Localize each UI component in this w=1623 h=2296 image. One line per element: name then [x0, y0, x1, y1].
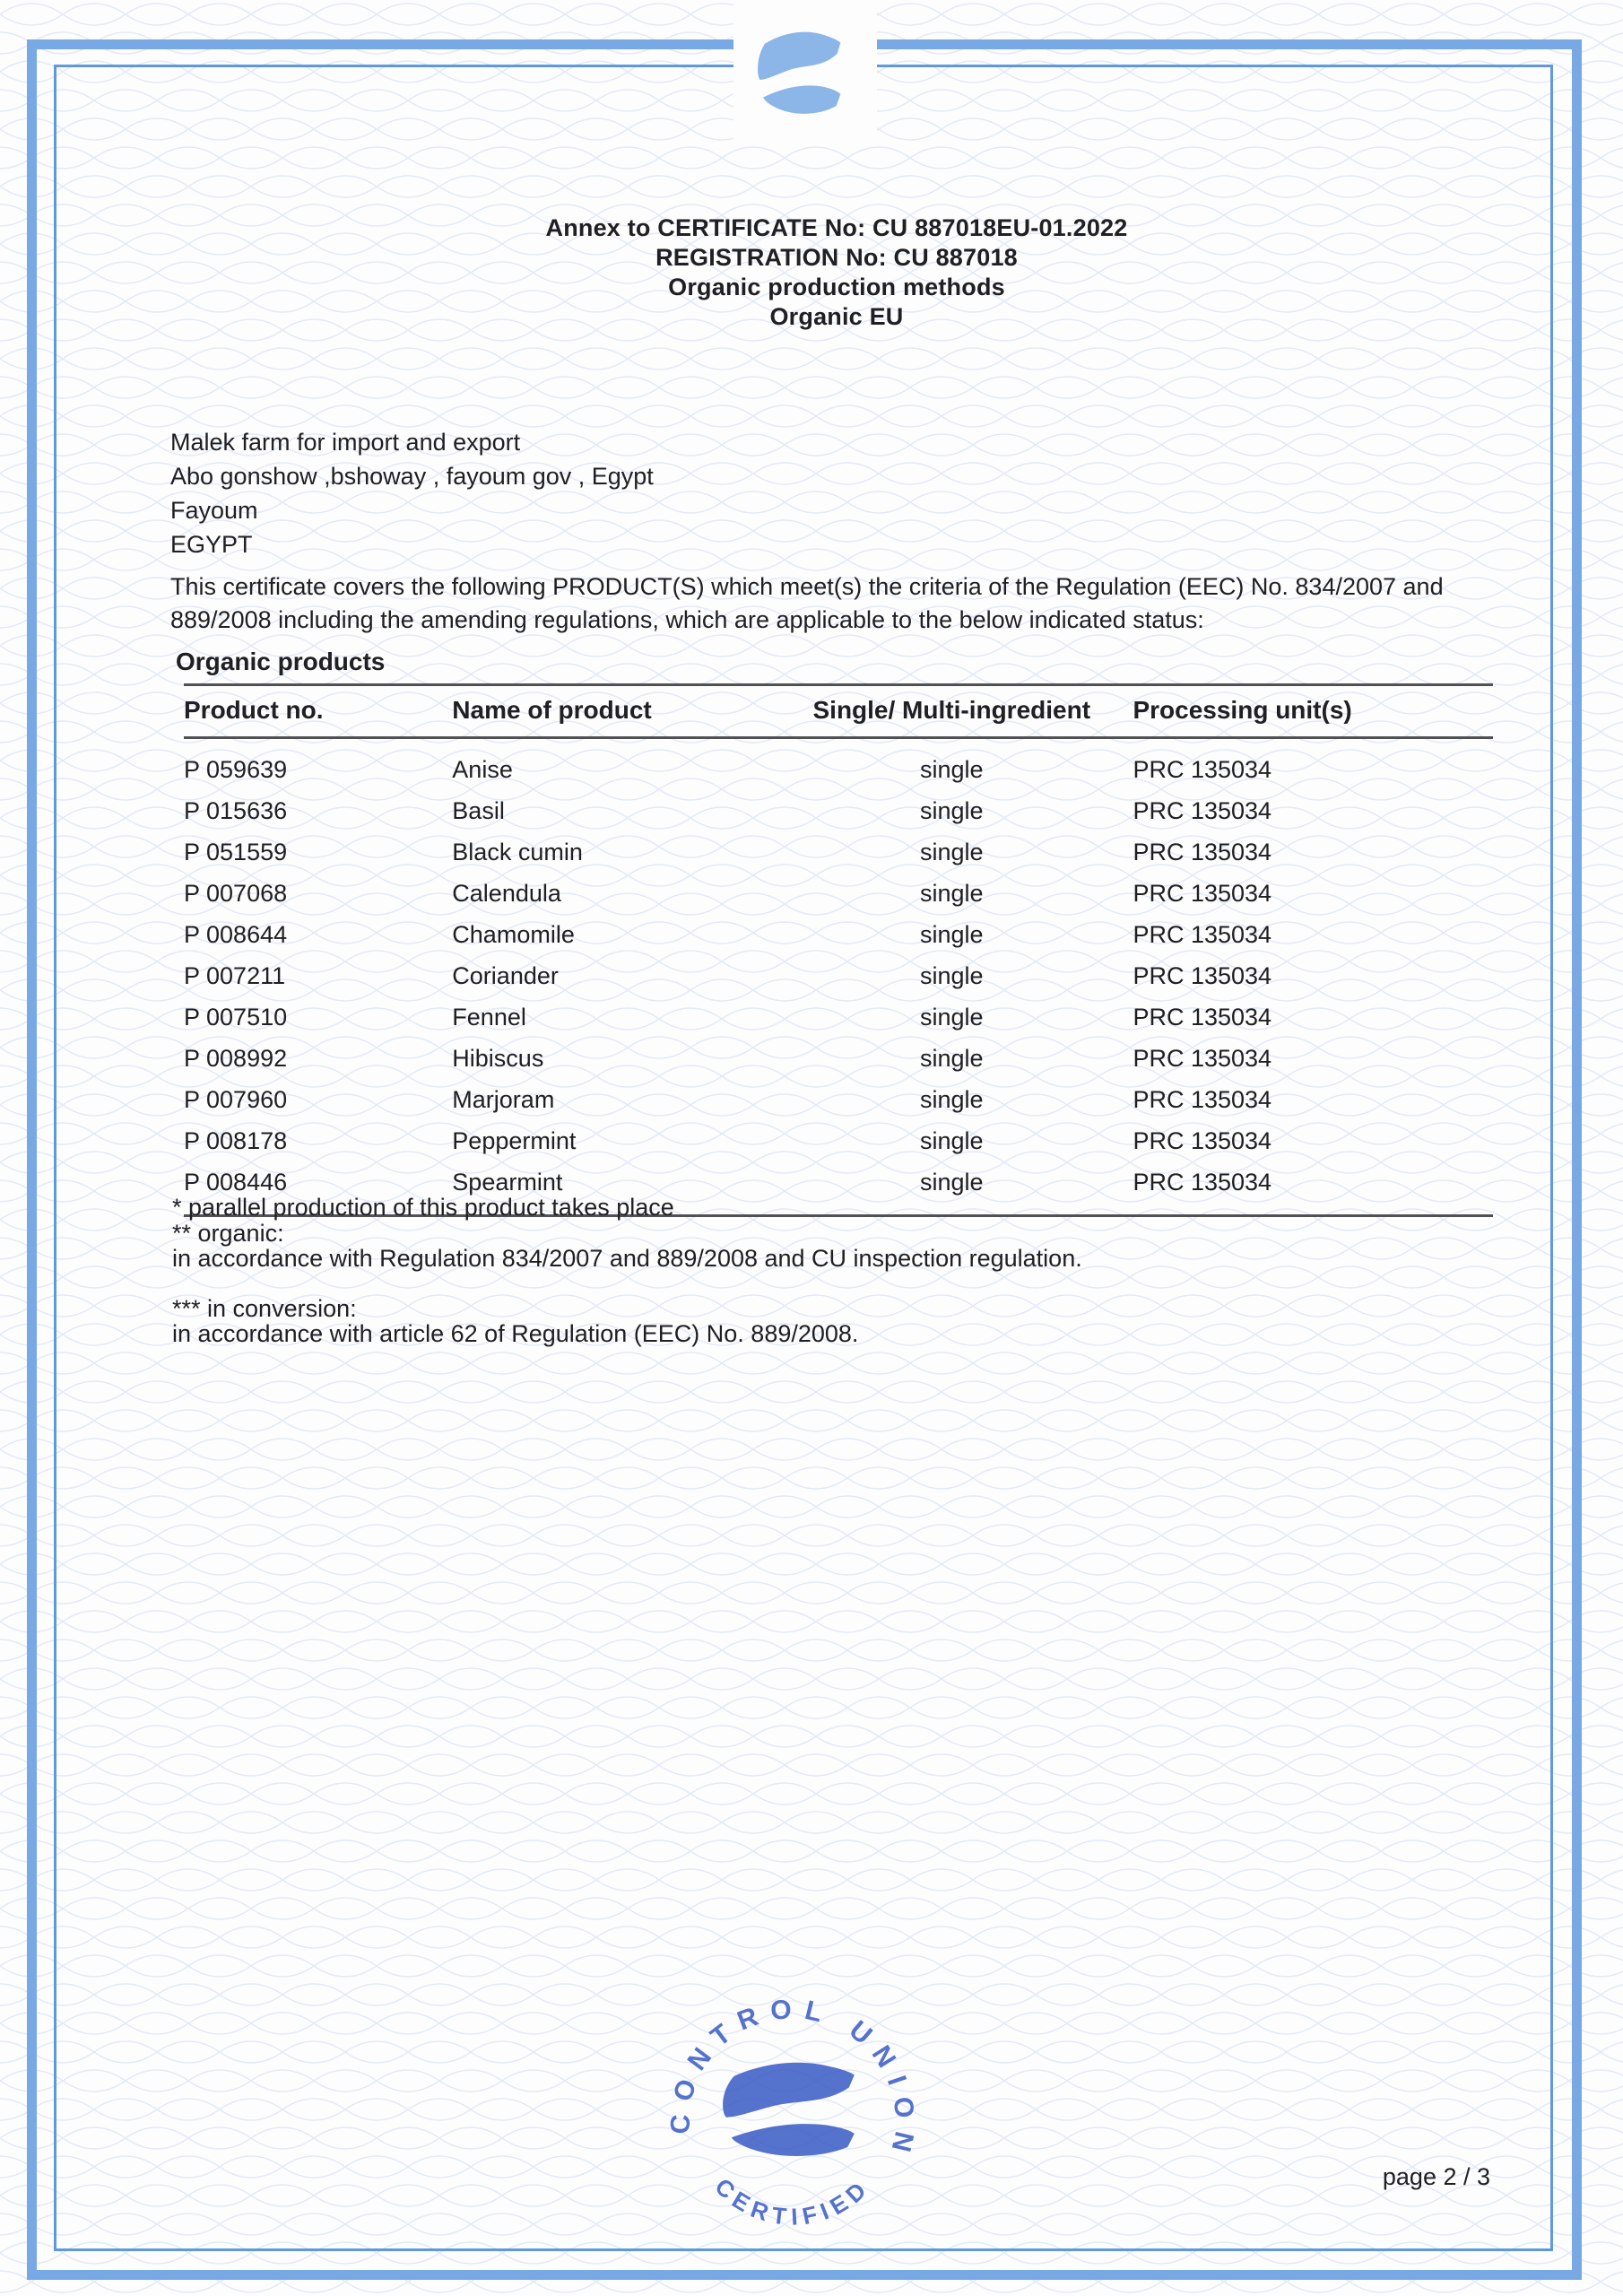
- col-header-product-no: Product no.: [184, 685, 452, 738]
- table-row: [184, 738, 1493, 792]
- product-no-cell: P 008644: [184, 921, 288, 948]
- holder-name: Malek farm for import and export: [170, 429, 521, 456]
- table-row: [184, 1039, 1493, 1080]
- product-no-cell: P 008178: [184, 1127, 288, 1154]
- product-name-cell: Chamomile: [452, 921, 575, 948]
- ingredient-cell: single: [919, 1127, 984, 1154]
- footnote-organic-detail: in accordance with Regulation 834/2007 and 889/2008 and CU inspection regulation.: [172, 1245, 1082, 1272]
- ingredient-cell: single: [919, 1086, 984, 1113]
- table-row: [184, 874, 1493, 915]
- product-name-cell: Spearmint: [452, 1169, 563, 1196]
- ingredient-cell: single: [919, 1045, 984, 1072]
- holder-country: EGYPT: [170, 531, 253, 558]
- products-table: [184, 683, 1493, 1217]
- table-row: [184, 832, 1493, 874]
- product-name-cell: Black cumin: [452, 839, 583, 865]
- table-row: [184, 915, 1493, 956]
- processing-unit-cell: PRC 135034: [1133, 1169, 1272, 1196]
- ingredient-cell: single: [919, 1169, 984, 1196]
- stamp-wave-icon: [723, 2063, 855, 2156]
- page-number: page 2 / 3: [1382, 2163, 1490, 2190]
- certificate-title: [50, 213, 1623, 332]
- ingredient-cell: single: [919, 756, 984, 783]
- processing-unit-cell: PRC 135034: [1133, 839, 1272, 865]
- svg-text:CERTIFIED: [709, 2173, 875, 2231]
- col-header-product-name: Name of product: [452, 685, 770, 738]
- ingredient-cell: single: [919, 921, 984, 948]
- ingredient-cell: single: [919, 797, 984, 824]
- standard-line: Organic EU: [769, 303, 904, 330]
- certification-stamp: [662, 1991, 924, 2253]
- table-row: [184, 791, 1493, 832]
- processing-unit-cell: PRC 135034: [1133, 880, 1272, 907]
- footnote-conversion: *** in conversion:: [172, 1294, 357, 1322]
- table-row: [184, 956, 1493, 997]
- holder-city: Fayoum: [170, 497, 258, 524]
- products-table-body: [184, 738, 1493, 1216]
- holder-address-block: [170, 425, 654, 561]
- processing-unit-cell: PRC 135034: [1133, 1086, 1272, 1113]
- stamp-top-text: CONTROL UNION: [665, 1994, 920, 2166]
- ingredient-cell: single: [919, 1004, 984, 1031]
- footnote-organic: ** organic:: [172, 1219, 284, 1247]
- ingredient-cell: single: [919, 880, 984, 907]
- ingredient-cell: single: [919, 962, 984, 989]
- processing-unit-cell: PRC 135034: [1133, 962, 1272, 989]
- col-header-ingredient: Single/ Multi-ingredient: [770, 685, 1133, 738]
- table-header-row: [184, 685, 1493, 738]
- registration-line: REGISTRATION No: CU 887018: [655, 244, 1018, 271]
- table-row: [184, 1121, 1493, 1162]
- holder-street: Abo gonshow ,bshoway , fayoum gov , Egypt: [170, 463, 654, 490]
- processing-unit-cell: PRC 135034: [1133, 1045, 1272, 1072]
- stamp-bottom-text: CERTIFIED: [709, 2172, 876, 2231]
- production-methods-line: Organic production methods: [668, 274, 1005, 300]
- processing-unit-cell: PRC 135034: [1133, 1127, 1272, 1154]
- intro-paragraph: This certificate covers the following PRODUCT(S) which meet(s) the criteria of the Regulation (EEC) No. 834/2007 and 889/2008 including the amending regulations, which are applicable to the below indicated status:: [170, 573, 1444, 633]
- processing-unit-cell: PRC 135034: [1133, 797, 1272, 824]
- footnote-parallel: * parallel production of this product takes place: [172, 1194, 674, 1221]
- product-name-cell: Marjoram: [452, 1086, 555, 1113]
- product-no-cell: P 051559: [184, 839, 288, 865]
- product-no-cell: P 007211: [184, 962, 286, 989]
- product-no-cell: P 008446: [184, 1169, 288, 1196]
- products-table-wrap: [184, 683, 1493, 1217]
- product-no-cell: P 007068: [184, 880, 288, 907]
- ingredient-cell: single: [919, 839, 984, 865]
- processing-unit-cell: PRC 135034: [1133, 921, 1272, 948]
- product-no-cell: P 007510: [184, 1004, 288, 1031]
- processing-unit-cell: PRC 135034: [1133, 756, 1272, 783]
- col-header-processing-unit: Processing unit(s): [1133, 685, 1493, 738]
- products-section-heading: Organic products: [176, 648, 386, 675]
- footnote-conversion-detail: in accordance with article 62 of Regulation (EEC) No. 889/2008.: [172, 1320, 859, 1347]
- wave-icon: [738, 15, 872, 130]
- product-name-cell: Fennel: [452, 1004, 526, 1031]
- product-name-cell: Calendula: [452, 880, 561, 907]
- annex-title-line: Annex to CERTIFICATE No: CU 887018EU-01.2022: [545, 214, 1128, 241]
- footnotes-block: [172, 1195, 1082, 1347]
- product-no-cell: P 015636: [184, 797, 288, 824]
- product-no-cell: P 008992: [184, 1045, 288, 1072]
- table-row: [184, 1080, 1493, 1121]
- product-no-cell: P 059639: [184, 756, 288, 783]
- processing-unit-cell: PRC 135034: [1133, 1004, 1272, 1031]
- product-name-cell: Coriander: [452, 962, 559, 989]
- product-name-cell: Hibiscus: [452, 1045, 544, 1072]
- control-union-logo: [733, 0, 877, 145]
- product-no-cell: P 007960: [184, 1086, 288, 1113]
- product-name-cell: Basil: [452, 797, 505, 824]
- table-row: [184, 997, 1493, 1039]
- product-name-cell: Peppermint: [452, 1127, 577, 1154]
- product-name-cell: Anise: [452, 756, 513, 783]
